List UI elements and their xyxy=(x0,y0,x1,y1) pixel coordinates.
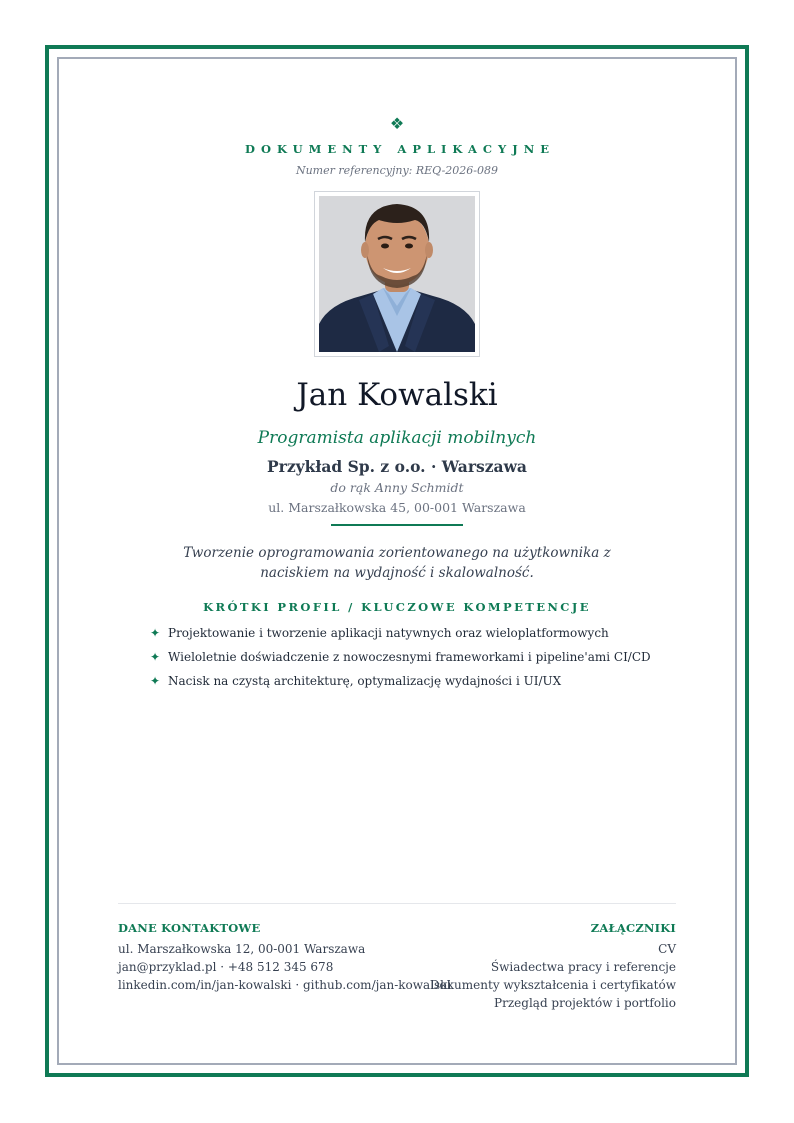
contact-address: ul. Marszałkowska 12, 00-001 Warszawa xyxy=(118,942,366,956)
list-item xyxy=(150,626,676,641)
document-title: DOKUMENTY APLIKACYJNE xyxy=(245,142,555,156)
competency-list xyxy=(150,626,676,689)
diamond-ornament-icon: ❖ xyxy=(389,114,405,133)
list-item xyxy=(150,674,676,689)
attachment-item: Świadectwa pracy i referencje xyxy=(490,960,676,974)
star-bullet-icon: ✦ xyxy=(150,626,161,640)
profile-heading: KRÓTKI PROFIL / KLUCZOWE KOMPETENCJE xyxy=(203,600,591,614)
contact-section xyxy=(118,920,458,994)
recipient-attention: do rąk Anny Schmidt xyxy=(330,480,464,495)
contact-heading: DANE KONTAKTOWE xyxy=(118,921,261,935)
star-bullet-icon: ✦ xyxy=(150,650,161,664)
footer xyxy=(118,903,676,1010)
list-item xyxy=(150,650,676,665)
attachment-item: Dokumenty wykształcenia i certyfikatów xyxy=(429,978,676,992)
tagline: Tworzenie oprogramowania zorientowanego na użytkownika z naciskiem na wydajność i skalowalność. xyxy=(183,545,611,581)
contact-email-phone[interactable]: jan@przyklad.pl · +48 512 345 678 xyxy=(118,960,334,974)
recipient-address: ul. Marszałkowska 45, 00-001 Warszawa xyxy=(268,500,526,515)
contact-links[interactable]: linkedin.com/in/jan-kowalski · github.com/jan-kowalski xyxy=(118,978,452,992)
attachments-heading: ZAŁĄCZNIKI xyxy=(590,921,676,935)
divider-rule xyxy=(331,524,463,526)
reference-number: Numer referencyjny: REQ-2026-089 xyxy=(295,164,499,177)
star-bullet-icon: ✦ xyxy=(150,674,161,688)
competency-text: Projektowanie i tworzenie aplikacji natywnych oraz wieloplatformowych xyxy=(168,626,609,640)
candidate-role: Programista aplikacji mobilnych xyxy=(257,428,537,448)
attachment-item: CV xyxy=(658,942,676,956)
candidate-name: Jan Kowalski xyxy=(296,377,498,413)
competency-text: Nacisk na czystą architekturę, optymalizację wydajności i UI/UX xyxy=(168,674,562,688)
profile-photo-frame xyxy=(314,191,480,357)
recipient-company: Przykład Sp. z o.o. · Warszawa xyxy=(267,457,527,476)
attachments-section xyxy=(416,920,676,1012)
competency-text: Wieloletnie doświadczenie z nowoczesnymi frameworkami i pipeline'ami CI/CD xyxy=(168,650,651,664)
cover-page-content xyxy=(118,110,676,698)
profile-photo xyxy=(319,196,475,352)
attachment-item: Przegląd projektów i portfolio xyxy=(494,996,676,1010)
